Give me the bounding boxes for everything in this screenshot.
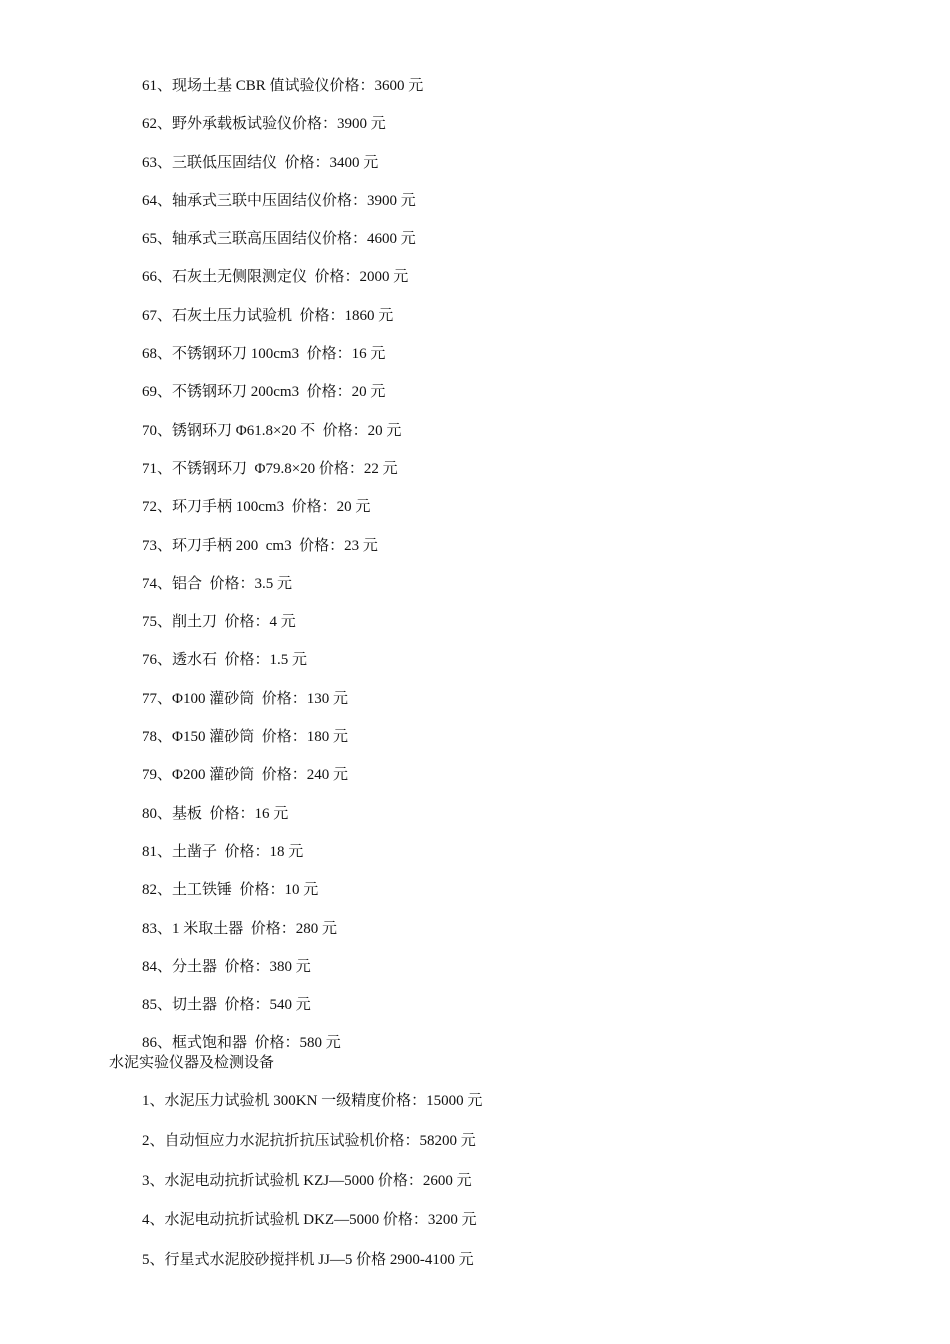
- list-item: 79、Φ200 灌砂筒 价格：240 元: [142, 767, 348, 784]
- list-item: 75、削土刀 价格：4 元: [142, 614, 296, 631]
- soil-equipment-list: [142, 74, 423, 1070]
- list-item: 63、三联低压固结仪 价格：3400 元: [142, 154, 379, 171]
- list-item: 73、环刀手柄 200 cm3 价格：23 元: [142, 537, 378, 554]
- list-item: 1、水泥压力试验机 300KN 一级精度价格：15000 元: [142, 1093, 483, 1109]
- list-item: 81、土凿子 价格：18 元: [142, 843, 304, 860]
- list-item: 86、框式饱和器 价格：580 元: [142, 1035, 341, 1052]
- list-item: 83、1 米取土器 价格：280 元: [142, 920, 338, 937]
- list-item: 85、切土器 价格：540 元: [142, 997, 311, 1014]
- list-item: 78、Φ150 灌砂筒 价格：180 元: [142, 729, 348, 746]
- list-item: 61、现场土基 CBR 值试验仪价格：3600 元: [142, 78, 424, 94]
- list-item: 71、不锈钢环刀 Φ79.8×20 价格：22 元: [142, 460, 398, 477]
- list-item: 66、石灰土无侧限测定仪 价格：2000 元: [142, 269, 409, 286]
- list-item: 67、石灰土压力试验机 价格：1860 元: [142, 307, 394, 324]
- cement-equipment-list: [142, 1089, 482, 1288]
- list-item: 76、透水石 价格：1.5 元: [142, 652, 308, 669]
- list-item: 64、轴承式三联中压固结仪价格：3900 元: [142, 192, 416, 209]
- list-item: 72、环刀手柄 100cm3 价格：20 元: [142, 499, 371, 516]
- list-item: 68、不锈钢环刀 100cm3 价格：16 元: [142, 346, 386, 363]
- list-item: 82、土工铁锤 价格：10 元: [142, 882, 319, 899]
- list-item: 2、自动恒应力水泥抗折抗压试验机价格：58200 元: [142, 1132, 476, 1149]
- list-item: 3、水泥电动抗折试验机 KZJ—5000 价格：2600 元: [142, 1172, 472, 1189]
- list-item: 5、行星式水泥胶砂搅拌机 JJ—5 价格 2900-4100 元: [142, 1252, 474, 1269]
- section-heading: 水泥实验仪器及检测设备: [109, 1055, 275, 1071]
- list-item: 74、铝合 价格：3.5 元: [142, 575, 293, 592]
- list-item: 77、Φ100 灌砂筒 价格：130 元: [142, 690, 348, 707]
- list-item: 80、基板 价格：16 元: [142, 805, 289, 822]
- list-item: 4、水泥电动抗折试验机 DKZ—5000 价格：3200 元: [142, 1212, 477, 1229]
- list-item: 62、野外承载板试验仪价格：3900 元: [142, 116, 386, 133]
- list-item: 65、轴承式三联高压固结仪价格：4600 元: [142, 231, 416, 248]
- list-item: 69、不锈钢环刀 200cm3 价格：20 元: [142, 384, 386, 401]
- list-item: 70、锈钢环刀 Φ61.8×20 不 价格：20 元: [142, 422, 402, 439]
- list-item: 84、分土器 价格：380 元: [142, 958, 311, 975]
